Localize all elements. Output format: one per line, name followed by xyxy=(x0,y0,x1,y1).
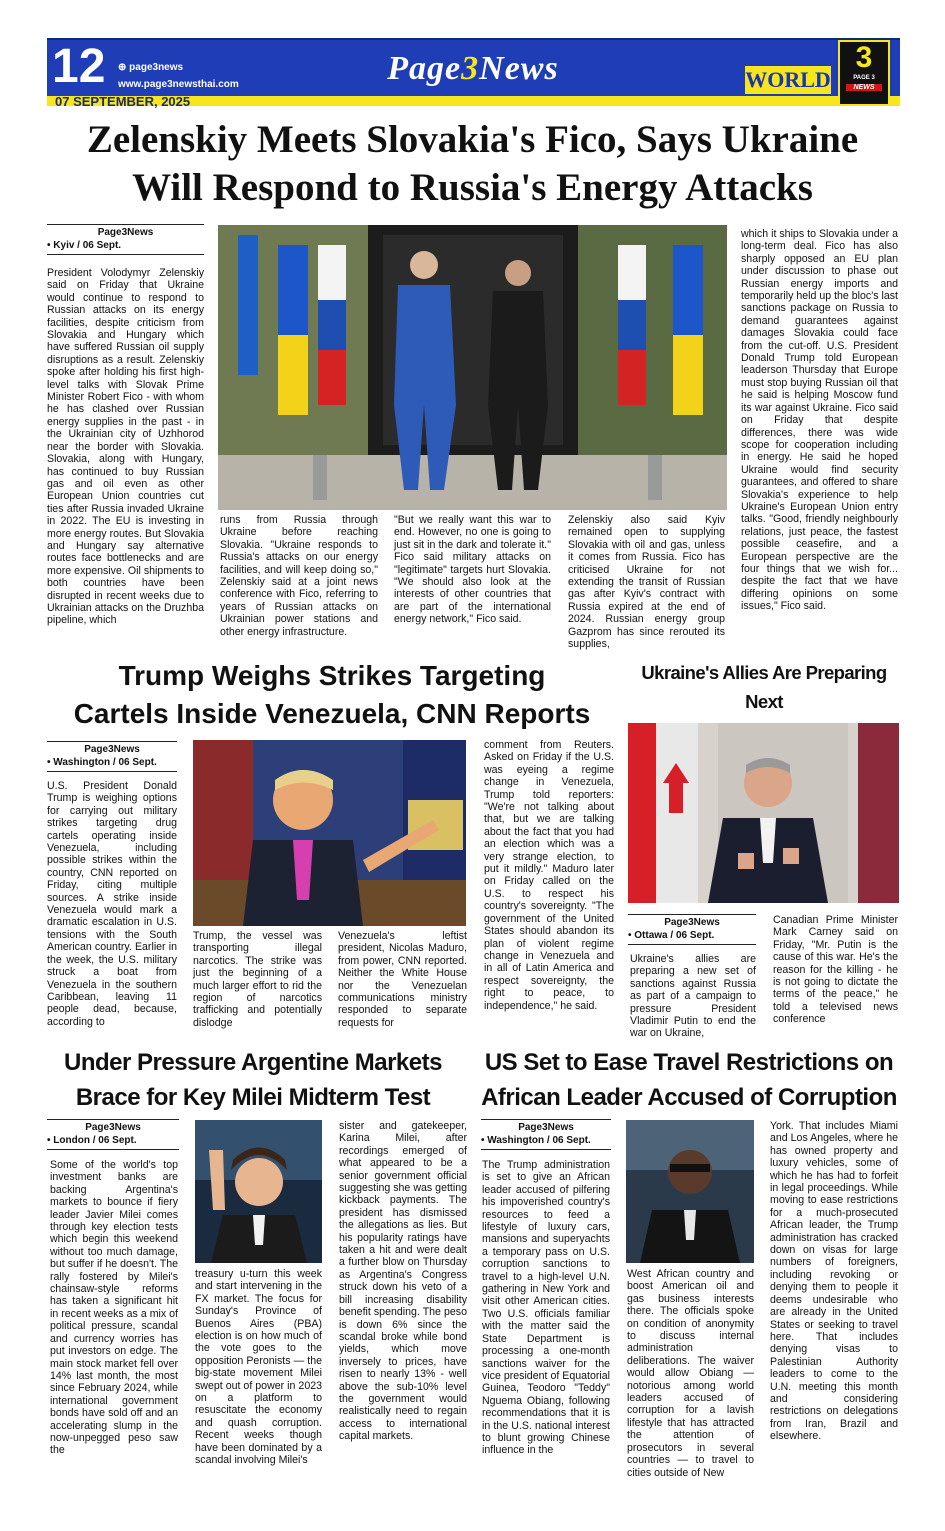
article1-col5: which it ships to Slovakia under a long-term deal. Fico has also sharply opposed an EU plan under discussion to phase out Russian energy imports and temporarily held up the bloc's last sanctions package on Russia to demand guarantees against damages Slovakia could face from the cut-off. U.S. President Donald Trump told European leaderson Thursday that Europe must stop buying Russian oil that he said is helping Moscow fund its war against Ukraine. Fico said on Friday that despite differences, there was wide scope for cooperation including in energy. He said he hoped Ukraine would find security guarantees, and offered to share Slovakia's experience to help Ukraine's European Union entry talks. "Good, friendly neighbourly relations, just peace, the fastest possible ceasefire, and a European perspective are the four things that we wish for... despite the fact that we have differing opinions on some issues," Fico said. xyxy=(741,228,898,613)
section-label: WORLD xyxy=(745,67,831,92)
newspaper-logo: Page3News xyxy=(387,50,559,87)
social-handle: ⊕ page3news xyxy=(118,62,184,73)
article2-col1: U.S. President Donald Trump is weighing options for carrying out military strikes targeting drug cartels operating inside Venezuela, including possible strikes within the country, CNN reported on Friday, citing multiple sources. A strike inside Venezuela would mark a dramatic escalation in U.S. tensions with the South American country. Earlier in the week, the U.S. military struck a boat from Venezuela in the southern Caribbean, leaving 11 people dead, because, according to xyxy=(47,780,177,1028)
article2-dateline: Page3News • Washington / 06 Sept. xyxy=(47,741,177,772)
article5-col1: The Trump administration is set to give an African leader accused of pilfering his impoverished country's resources to feed a lifestyle of luxury cars, mansions and superyachts a temporary pass on U.S. corruption sanctions to travel to a high-level U.N. gathering in New York and visit other American cities. Two U.S. officials familiar with the matter said the State Department is processing a one-month sanctions waiver for the vice president of Equatorial Guinea, Teodoro "Teddy" Nguema Obiang, following recommendations that it is in the U.S. national interest to blunt growing Chinese influence in the xyxy=(482,1159,610,1457)
site-url: www.page3newsthai.com xyxy=(118,79,239,90)
article2-headline: Trump Weighs Strikes Targeting Cartels Inside Venezuela, CNN Reports xyxy=(73,660,591,729)
article5-dateline: Page3News • Washington / 06 Sept. xyxy=(481,1119,611,1150)
article1-photo xyxy=(218,225,727,510)
article2-col2: Trump, the vessel was transporting illegal narcotics. The strike was just the beginning of a much larger effort to rid the region of narcotics trafficking and potentially dislodge xyxy=(193,930,322,1029)
article5-col3: York. That includes Miami and Los Angeles, where he has owned property and luxury vehicles, some of which he has had to forfeit in legal proceedings. While moving to ease restrictions for a much-prosecuted African leader, the Trump administration has cracked down on visas for large numbers of foreigners, including revoking or denying them to people it deems undesirable who are already in the United States or seeking to travel here. That includes denying visas to Palestinian Authority leaders to come to the U.N. meeting this month and considering restrictions on delegations from Iran, Brazil and elsewhere. xyxy=(770,1120,898,1443)
article4-dateline: Page3News • London / 06 Sept. xyxy=(47,1119,179,1150)
article1-headline: Zelenskiy Meets Slovakia's Fico, Says Ukraine Will Respond to Russia's Energy Attacks xyxy=(86,118,859,209)
article3-photo xyxy=(628,723,899,903)
article5-photo xyxy=(626,1120,754,1263)
article5-col2: West African country and boost American oil and gas business interests there. The officials spoke on condition of anonymity to discuss internal administration deliberations. The waiver would allow Obiang — notorious among world leaders accused of corruption for a lavish lifestyle that has attracted the attention of prosecutors in several countries — to travel to cities outside of New xyxy=(627,1268,754,1479)
article2-col3: Venezuela's leftist president, Nicolas Maduro, from power, CNN reported. Neither the White House nor the Venezuelan communications ministry responded to separate requests for xyxy=(338,930,467,1029)
article4-col3: sister and gatekeeper, Karina Milei, after recordings emerged of what appeared to be a senior government official suggesting she was getting kickback payments. The president has dismissed the allegations as lies. But his popularity ratings have taken a hit and were dealt a further blow on Thursday as Argentina's Congress struck down his veto of a bill increasing disability benefit spending. The peso is down 6% since the scandal broke while bond yields, which move inversely to prices, have risen to nearly 13% - well above the sub-10% level the government would realistically need to regain access to international capital markets. xyxy=(339,1120,467,1443)
article4-photo xyxy=(195,1120,322,1263)
article1-col2: runs from Russia through Ukraine before reaching Slovakia. "Ukraine responds to Russia's attacks on our energy facilities, and will keep doing so," Zelenskiy said at a joint news conference with Fico, referring to years of Russian attacks on Ukrainian power stations and other energy infrastructure. xyxy=(220,514,378,638)
page-number: 12 xyxy=(52,40,106,93)
article3-col1: Ukraine's allies are preparing a new set of sanctions against Russia as part of a campaign to pressure President Vladimir Putin to end the war on Ukraine, xyxy=(630,953,756,1040)
issue-date: 07 SEPTEMBER, 2025 xyxy=(55,94,191,109)
article2-col4: comment from Reuters. Asked on Friday if the U.S. was eyeing a regime change in Venezuela, Trump told reporters: "We're not talking about that, but we are talking about the fact that you had an election which was a very strange election, to put it mildly." Maduro later on Friday called on the U.S. to respect his country's sovereignty. "The government of the United States should abandon its plan of violent regime change in Venezuela and in all of Latin America and respect sovereignty, the right to peace, to independence," he said. xyxy=(484,739,614,1012)
article1-dateline: Page3News • Kyiv / 06 Sept. xyxy=(47,224,204,255)
article1-col4: Zelenskiy also said Kyiv remained open to supplying Slovakia with oil and gas, unless it comes from Russia. Fico has criticised Ukraine for not extending the transit of Russian gas after Kyiv's contract with Russia expired at the end of 2024. Russian energy group Gazprom has since rerouted its supplies, xyxy=(568,514,725,651)
article4-col2: treasury u-turn this week and start intervening in the FX market. The focus for Sunday's Province of Buenos Aires (PBA) election is on how much of the vote goes to the opposition Peronists — the big-state movement Milei swept out of power in 2023 on a platform to resuscitate the economy and quash corruption. Recent weeks though have been dominated by a scandal involving Milei's xyxy=(195,1268,322,1467)
article1-col3: "But we really want this war to end. However, no one is going to just sit in the dark and tolerate it." Fico said military attacks on "legitimate" targets hurt Slovakia. "We should also look at the interests of other countries that are part of the international energy network," Fico said. xyxy=(394,514,551,626)
page3-badge-logo: 3 PAGE 3 NEWS xyxy=(838,40,890,106)
article2-photo xyxy=(193,740,466,926)
article1-col1: President Volodymyr Zelenskiy said on Friday that Ukraine would continue to respond to Russian attacks on its energy facilities, despite criticism from Slovakia and Hungary which have suffered Russian oil supply disruptions as a result. Zelenskiy spoke after holding his first high-level talks with Slovak Prime Minister Robert Fico - with whom he has clashed over Russian energy supplies in the past - in the Ukrainian city of Uzhhorod near the border with Slovakia. Slovakia, along with Hungary, has continued to buy Russian gas and oil even as other European Union countries cut ties after Russia invaded Ukraine in 2022. The EU is investing in more energy routes. But Slovakia and Hungary say alternative routes face bottlenecks and are more expensive. Oil shipments to both countries have been disrupted in recent weeks due to Ukrainian attacks on the Druzhba pipeline, which xyxy=(47,267,204,627)
article3-col2: Canadian Prime Minister Mark Carney said on Friday, "Mr. Putin is the cause of this war. He's the reason for the killing - he is not going to dictate the terms of the peace," he told a televised news conference xyxy=(773,914,898,1026)
article4-headline: Under Pressure Argentine Markets Brace for Key Milei Midterm Test xyxy=(64,1049,442,1111)
article5-headline: US Set to Ease Travel Restrictions on African Leader Accused of Corruption xyxy=(481,1049,897,1111)
article4-col1: Some of the world's top investment banks are backing Argentina's markets to bounce if fiery leader Javier Milei comes through key election tests which begin this weekend without too much damage, but suffer if he doesn't. The rally fostered by Milei's chainsaw-style reforms has taken a significant hit in recent weeks as a mix of political pressure, scandal and currency worries has put investors on edge. The main stock market fell over 14% last month, the most since February 2024, while international government bonds have sold off and an accelerating slump in the now-unpegged peso saw the xyxy=(50,1159,178,1457)
article3-dateline: Page3News • Ottawa / 06 Sept. xyxy=(628,914,756,945)
article3-headline: Ukraine's Allies Are Preparing Next xyxy=(641,662,887,712)
